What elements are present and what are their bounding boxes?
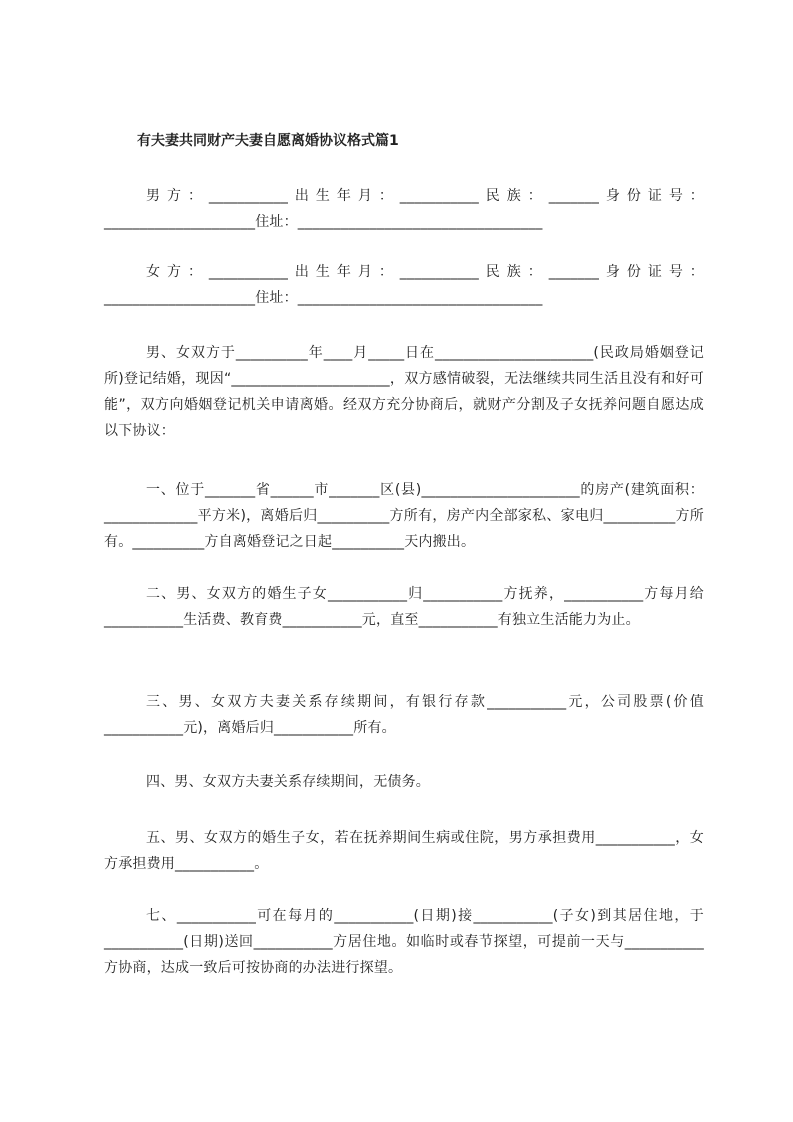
paragraph-clause-7-visitation: 七、___________可在每月的___________(日期)接___________(子女)到其居住地，于___________(日期)送回___________方居住地。如临时或春节探望，可提前一天与___________方协商，达成一致后可按协商的办法进行探望。 xyxy=(104,908,704,976)
paragraph-clause-4-debts: 四、男、女双方夫妻关系存续期间，无债务。 xyxy=(146,774,430,790)
paragraph-intro: 男、女双方于__________年____月_____日在______________________(民政局婚姻登记所)登记结婚，现因“______________________，双方感情破裂，无法继续共同生活且没有和好可能”，双方向婚姻登记机关申请离婚。经双方充分协商后，就财产分割及子女抚养问题自愿达成以下协议： xyxy=(104,345,704,439)
paragraph-clause-3-savings: 三、男、女双方夫妻关系存续期间，有银行存款___________元，公司股票(价值___________元)，离婚后归___________所有。 xyxy=(104,694,704,736)
paragraph-female-info: 女方：___________出生年月：___________民族：_______身份证号：_____________________住址：__________________________________ xyxy=(104,264,704,306)
paragraph-clause-5-medical: 五、男、女双方的婚生子女，若在抚养期间生病或住院，男方承担费用___________，女方承担费用___________。 xyxy=(104,830,704,872)
paragraph-clause-1-property: 一、位于_______省______市_______区(县)______________________的房产(建筑面积：_____________平方米)，离婚后归__________方所有，房产内全部家私、家电归__________方所有。__________方自离婚登记之日起__________天内搬出。 xyxy=(104,482,704,550)
paragraph-male-info: 男方：___________出生年月：___________民族：_______身份证号：_____________________住址：__________________________________ xyxy=(104,188,704,230)
document-title: 有夫妻共同财产夫妻自愿离婚协议格式篇1 xyxy=(137,133,399,149)
paragraph-clause-2-children: 二、男、女双方的婚生子女___________归___________方抚养，___________方每月给___________生活费、教育费___________元，直至___________有独立生活能力为止。 xyxy=(104,586,704,628)
